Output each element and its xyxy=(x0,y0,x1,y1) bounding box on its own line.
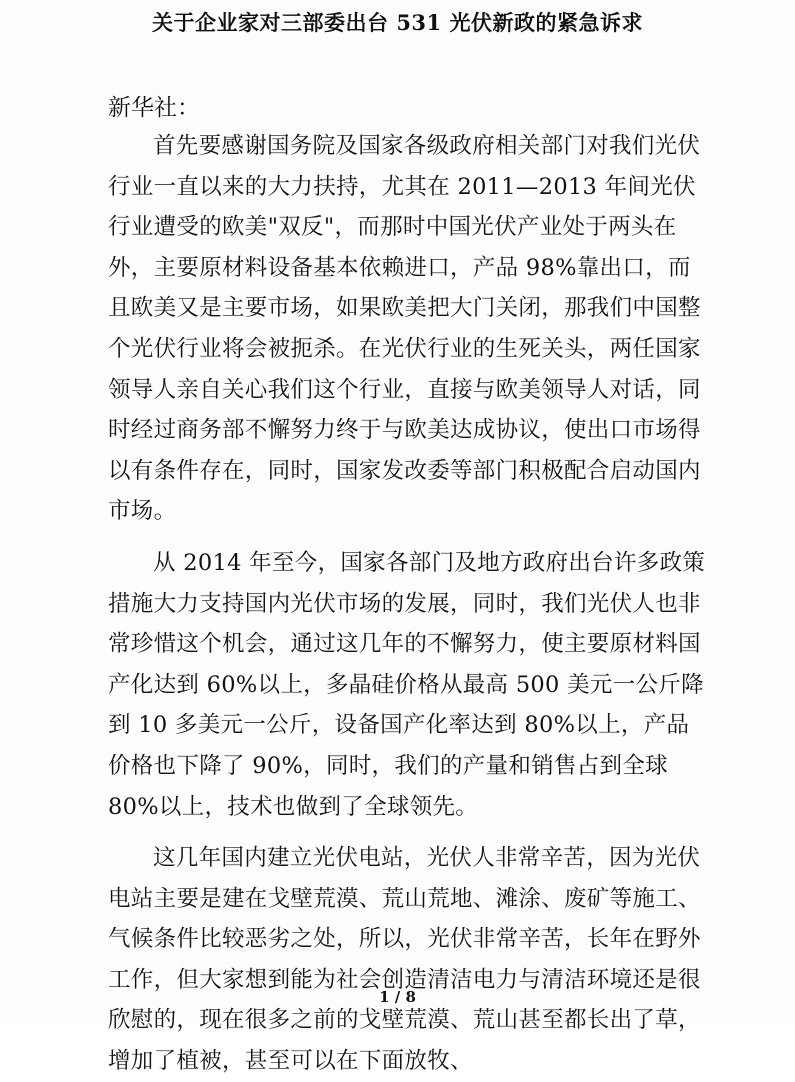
document-title: 关于企业家对三部委出台 531 光伏新政的紧急诉求 xyxy=(152,10,643,35)
page-number: 1 / 8 xyxy=(379,988,416,1006)
document-body xyxy=(108,126,708,1082)
paragraph-1: 首先要感谢国务院及国家各级政府相关部门对我们光伏行业一直以来的大力扶持，尤其在 2011—2013 年间光伏行业遭受的欧美"双反"，而那时中国光伏产业处于两头在外，主要原材料设备基本依赖进口，产品 98%靠出口，而且欧美又是主要市场，如果欧美把大门关闭，那我们中国整个光伏行业将会被扼杀。在光伏行业的生死关头，两任国家领导人亲自关心我们这个行业，直接与欧美领导人对话，同时经过商务部不懈努力终于与欧美达成协议，使出口市场得以有条件存在，同时，国家发改委等部门积极配合启动国内市场。 xyxy=(108,133,701,525)
paragraph-3: 这几年国内建立光伏电站，光伏人非常辛苦，因为光伏电站主要是建在戈壁荒漠、荒山荒地、滩涂、废矿等施工、气候条件比较恶劣之处，所以，光伏非常辛苦，长年在野外工作，但大家想到能为社会创造清洁电力与清洁环境还是很欣慰的，现在很多之前的戈壁荒漠、荒山甚至都长出了草，增加了植被，甚至可以在下面放牧、 xyxy=(108,845,701,1075)
salutation: 新华社： xyxy=(108,95,200,121)
paragraph-2: 从 2014 年至今，国家各部门及地方政府出台许多政策措施大力支持国内光伏市场的发展，同时，我们光伏人也非常珍惜这个机会，通过这几年的不懈努力，使主要原材料国产化达到 60%以上，多晶硅价格从最高 500 美元一公斤降到 10 多美元一公斤，设备国产化率达到 80%以上，产品价格也下降了 90%，同时，我们的产量和销售占到全球 80%以上，技术也做到了全球领先。 xyxy=(108,549,706,820)
